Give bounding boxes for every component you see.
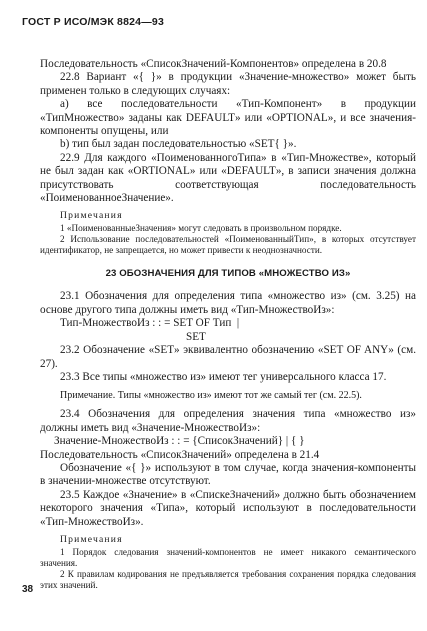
page-number: 38 <box>22 584 34 595</box>
inline-note: Примечание. Типы «множество из» имеют тот же самый тег (см. 22.5). <box>60 390 362 402</box>
paragraph: Последовательность «СписокЗначений-Компонентов» определена в 20.8 <box>40 58 387 70</box>
note-item: 2 Использование последовательностей «ПоименованныйТип», в которых отсутствует идентификатор, не запрещается, но может привести к неоднозначности. <box>40 234 416 256</box>
paragraph-23-5: 23.5 Каждое «Значение» в «СпискеЗначений» должно быть обозначением некоторого значения «Типа», который используют в последовательности «Тип-МножествоИз». <box>40 488 416 528</box>
notes-heading: Примечания <box>60 533 123 545</box>
note-item: 1 Порядок следования значений-компонентов не имеет никакого семантического значения. <box>40 546 416 568</box>
note-item: 2 К правилам кодирования не предъявляется требования сохранения порядка следования этих значений. <box>40 568 416 590</box>
list-item-a: а) все последовательности «Тип-Компонент» в продукции «ТипМножество» заданы как DEFAULT» или «OPTIONAL», и все значения-компоненты опущены, или <box>40 98 416 138</box>
notes-heading: Примечания <box>60 210 123 222</box>
paragraph: Обозначение «{ }» используют в том случае, когда значения-компоненты в значении-множестве отсутствуют. <box>40 461 416 488</box>
paragraph-23-4: 23.4 Обозначения для определения значения типа «множество из» должны иметь вид «Значение-МножествоИз»: <box>40 408 416 434</box>
list-item-b: b) тип был задан последовательностью «SET{ }». <box>60 138 297 151</box>
page-content <box>40 58 416 591</box>
section-heading: 23 ОБОЗНАЧЕНИЯ ДЛЯ ТИПОВ «МНОЖЕСТВО ИЗ» <box>105 268 351 280</box>
paragraph-23-2: 23.2 Обозначение «SET» эквивалентно обозначению «SET OF ANY» (см. 27). <box>40 344 416 370</box>
page-header: ГОСТ Р ИСО/МЭК 8824—93 <box>22 16 164 28</box>
paragraph-22-8: 22.8 Вариант «{ }» в продукции «Значение-множество» может быть применен только в следующих случаях: <box>40 71 416 97</box>
formula-line: Значение-МножествоИз : : = {СписокЗначений} | { } <box>54 435 305 448</box>
paragraph-22-9: 22.9 Для каждого «ПоименованногоТипа» в «Тип-Множестве», который не был задан как «ORTIONAL» или «DEFAULT», в записи значения должна присутствовать соответствующая последовательность «ПоименованноеЗначение». <box>40 151 416 205</box>
paragraph-23-1: 23.1 Обозначения для определения типа «множество из» (см. 3.25) на основе другого типа должны иметь вид «Тип-МножествоИз»: <box>40 290 416 316</box>
formula-line: Тип-МножествоИз : : = SET OF Тип | <box>60 317 240 330</box>
note-item: 1 «ПоименованныеЗначения» могут следовать в произвольном порядке. <box>60 223 342 234</box>
paragraph-23-3: 23.3 Все типы «множество из» имеют тег универсального класса 17. <box>60 370 387 383</box>
formula-line: SET <box>186 330 206 343</box>
paragraph: Последовательность «СписокЗначений» определена в 21.4 <box>40 448 320 461</box>
